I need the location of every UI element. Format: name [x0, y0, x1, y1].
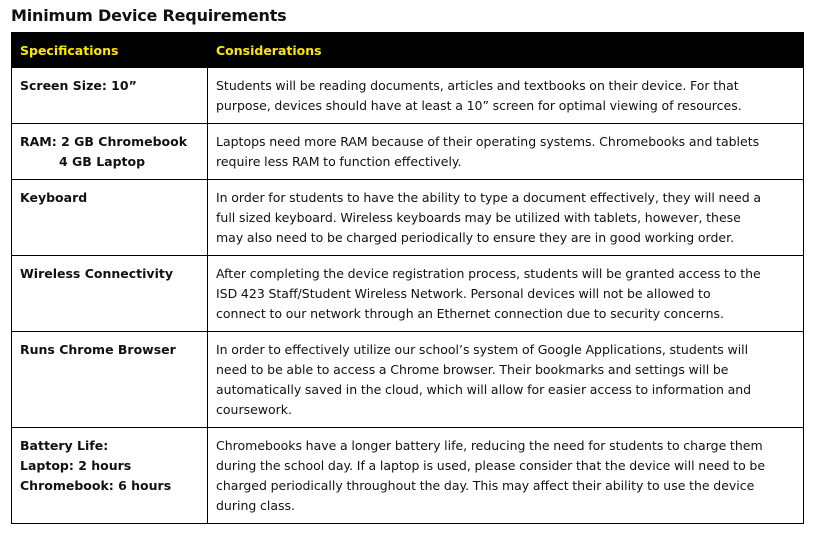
- specification-line: RAM: 2 GB Chromebook: [20, 134, 188, 149]
- consideration-line: Laptops need more RAM because of their operating systems. Chromebooks and tablets: [216, 134, 760, 149]
- specification-line: Runs Chrome Browser: [20, 342, 176, 357]
- consideration-cell: [208, 332, 804, 428]
- consideration-line: Students will be reading documents, articles and textbooks on their device. For that: [216, 78, 739, 93]
- consideration-cell: [208, 124, 804, 180]
- specification-cell: [12, 180, 208, 256]
- consideration-line: After completing the device registration process, students will be granted access to the: [216, 266, 761, 281]
- column-header-considerations: Considerations: [208, 33, 804, 68]
- specification-cell: [12, 428, 208, 524]
- page-title: Minimum Device Requirements: [11, 6, 287, 25]
- consideration-line: ISD 423 Staff/Student Wireless Network. Personal devices will not be allowed to: [216, 286, 711, 301]
- consideration-line: In order for students to have the ability to type a document effectively, they will need a: [216, 190, 762, 205]
- specification-cell: [12, 124, 208, 180]
- requirements-table: [11, 32, 804, 524]
- consideration-line: coursework.: [216, 402, 293, 417]
- table-row-chrome-browser: [12, 332, 804, 428]
- consideration-cell: [208, 68, 804, 124]
- consideration-line: may also need to be charged periodically to ensure they are in good working order.: [216, 230, 735, 245]
- specification-line: Keyboard: [20, 190, 88, 205]
- consideration-line: require less RAM to function effectively.: [216, 154, 462, 169]
- specification-line: Screen Size: 10”: [20, 78, 137, 93]
- specification-line: Laptop: 2 hours: [20, 458, 132, 473]
- consideration-line: purpose, devices should have at least a 10” screen for optimal viewing of resources.: [216, 98, 742, 113]
- table-row-battery-life: [12, 428, 804, 524]
- consideration-line: need to be able to access a Chrome browser. Their bookmarks and settings will be: [216, 362, 729, 377]
- consideration-line: In order to effectively utilize our school’s system of Google Applications, students will: [216, 342, 749, 357]
- consideration-cell: [208, 256, 804, 332]
- consideration-line: Chromebooks have a longer battery life, reducing the need for students to charge them: [216, 438, 763, 453]
- specification-line: 4 GB Laptop: [59, 154, 146, 169]
- specification-cell: [12, 332, 208, 428]
- table-header-row: [12, 33, 804, 68]
- specification-line: Wireless Connectivity: [20, 266, 173, 281]
- table-row-keyboard: [12, 180, 804, 256]
- column-header-specifications: Specifications: [12, 33, 208, 68]
- consideration-line: during class.: [216, 498, 296, 513]
- consideration-cell: [208, 428, 804, 524]
- table-row-screen-size: [12, 68, 804, 124]
- table-row-wireless-connectivity: [12, 256, 804, 332]
- consideration-line: charged periodically throughout the day. This may affect their ability to use the device: [216, 478, 755, 493]
- consideration-line: full sized keyboard. Wireless keyboards may be utilized with tablets, however, these: [216, 210, 741, 225]
- specification-cell: [12, 68, 208, 124]
- consideration-line: during the school day. If a laptop is used, please consider that the device will need to be: [216, 458, 766, 473]
- consideration-line: automatically saved in the cloud, which will allow for easier access to information and: [216, 382, 752, 397]
- consideration-cell: [208, 180, 804, 256]
- specification-line: Chromebook: 6 hours: [20, 478, 172, 493]
- specification-cell: [12, 256, 208, 332]
- table-row-ram: [12, 124, 804, 180]
- specification-line: Battery Life:: [20, 438, 109, 453]
- consideration-line: connect to our network through an Ethernet connection due to security concerns.: [216, 306, 725, 321]
